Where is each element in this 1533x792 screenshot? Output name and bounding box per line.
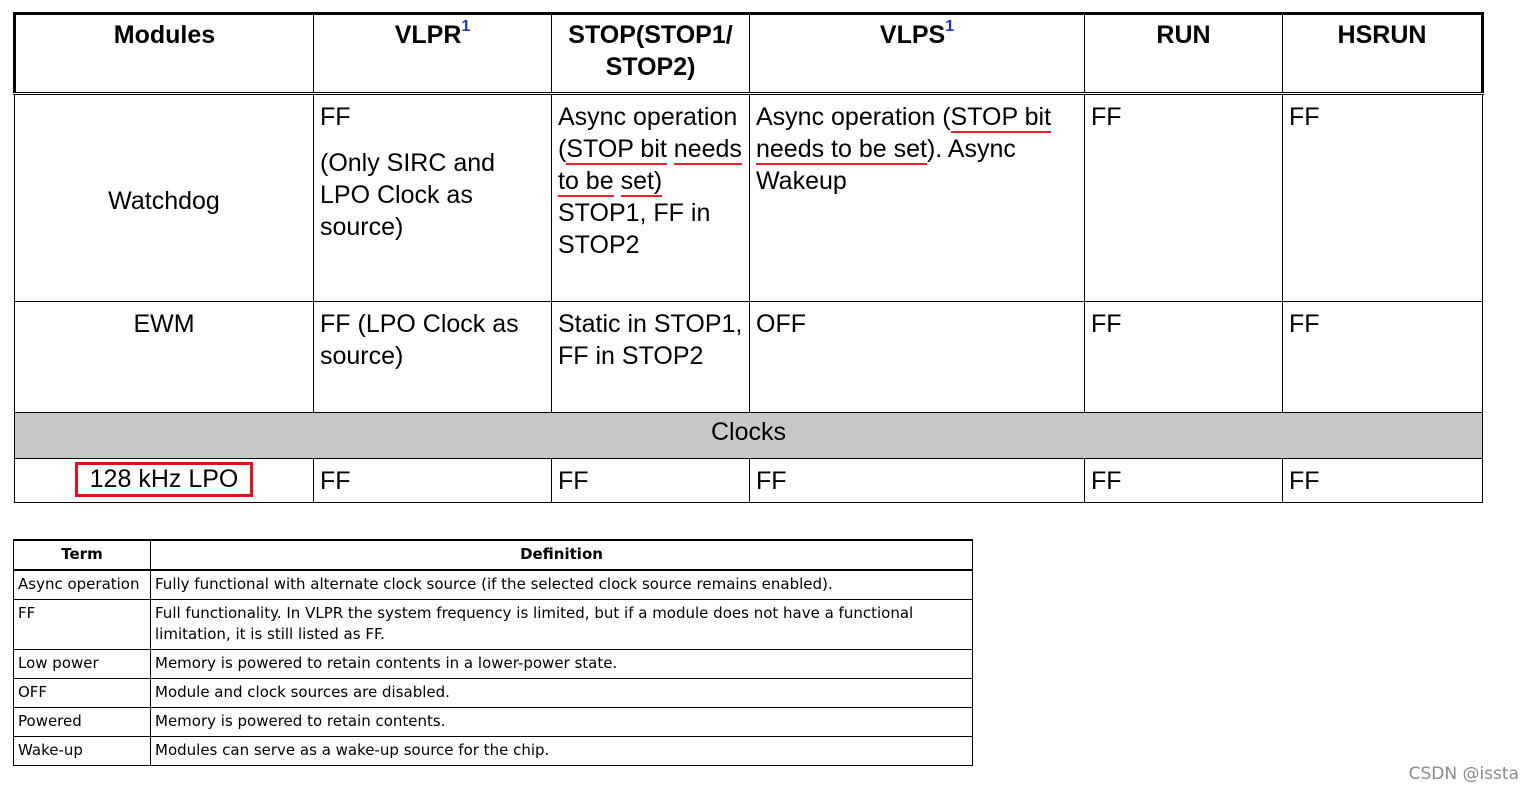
row-ewm <box>15 302 1483 413</box>
cell-lpo-stop: FF <box>552 459 750 503</box>
footnote-ref-vlpr: 1 <box>461 18 471 35</box>
section-row-clocks <box>15 413 1483 459</box>
red-underline-annotation: needs to be <box>558 135 742 195</box>
definition-cell: Full functionality. In VLPR the system frequency is limited, but if a module does not have a functional limitation, it is still listed as FF. <box>151 600 973 650</box>
table-row <box>14 679 973 708</box>
term-cell: Wake-up <box>14 737 151 766</box>
cell-watchdog-hsrun: FF <box>1283 94 1483 302</box>
term-cell: OFF <box>14 679 151 708</box>
cell-lpo-run: FF <box>1085 459 1283 503</box>
term-cell: Async operation <box>14 570 151 600</box>
header-vlps: VLPS$^1$ <box>750 14 1085 94</box>
definition-cell: Modules can serve as a wake-up source for the chip. <box>151 737 973 766</box>
terms-definition-table <box>13 539 973 766</box>
header-modules: Modules <box>15 14 314 94</box>
cell-ewm-vlps: OFF <box>750 302 1085 413</box>
cell-ewm-run: FF <box>1085 302 1283 413</box>
red-box-annotation: 128 kHz LPO <box>75 462 254 497</box>
header-stop: STOP(STOP1/ STOP2) <box>552 14 750 94</box>
table-row <box>14 650 973 679</box>
cell-module-lpo <box>15 459 314 503</box>
term-cell: Powered <box>14 708 151 737</box>
cell-watchdog-vlps: Async operation (STOP bit needs to be set). Async Wakeup <box>750 94 1085 302</box>
term-cell: Low power <box>14 650 151 679</box>
cell-ewm-hsrun: FF <box>1283 302 1483 413</box>
cell-lpo-hsrun: FF <box>1283 459 1483 503</box>
definition-cell: Module and clock sources are disabled. <box>151 679 973 708</box>
power-modes-table <box>13 12 1484 503</box>
red-underline-annotation: set) <box>620 167 663 195</box>
red-underline-annotation: STOP bit <box>950 103 1052 131</box>
header-vlpr: VLPR$^1$ <box>314 14 552 94</box>
cell-watchdog-stop: Async operation (STOP bit needs to be set) STOP1, FF in STOP2 <box>552 94 750 302</box>
terms-header-definition: Definition <box>151 540 973 570</box>
header-hsrun: HSRUN <box>1283 14 1483 94</box>
cell-watchdog-vlpr: FF (Only SIRC and LPO Clock as source) <box>314 94 552 302</box>
table-row <box>14 737 973 766</box>
table-row <box>14 600 973 650</box>
header-row <box>15 14 1483 94</box>
term-cell: FF <box>14 600 151 650</box>
row-128khz-lpo <box>15 459 1483 503</box>
definition-cell: Fully functional with alternate clock source (if the selected clock source remains enabled). <box>151 570 973 600</box>
cell-ewm-vlpr: FF (LPO Clock as source) <box>314 302 552 413</box>
header-run: RUN <box>1085 14 1283 94</box>
red-underline-annotation: STOP bit <box>566 135 667 163</box>
terms-header-row <box>14 540 973 570</box>
table-row <box>14 708 973 737</box>
cell-watchdog-run: FF <box>1085 94 1283 302</box>
csdn-watermark: CSDN @issta <box>1408 764 1519 784</box>
cell-lpo-vlpr: FF <box>314 459 552 503</box>
table-row <box>14 570 973 600</box>
cell-ewm-stop: Static in STOP1, FF in STOP2 <box>552 302 750 413</box>
cell-lpo-vlps: FF <box>750 459 1085 503</box>
cell-module-ewm: EWM <box>15 302 314 413</box>
cell-module-watchdog: Watchdog <box>15 94 314 302</box>
terms-header-term: Term <box>14 540 151 570</box>
red-underline-annotation: needs to be set <box>756 135 927 163</box>
definition-cell: Memory is powered to retain contents. <box>151 708 973 737</box>
row-watchdog <box>15 94 1483 302</box>
definition-cell: Memory is powered to retain contents in a lower-power state. <box>151 650 973 679</box>
section-heading-clocks: Clocks <box>15 413 1483 459</box>
footnote-ref-vlps: 1 <box>945 18 955 35</box>
